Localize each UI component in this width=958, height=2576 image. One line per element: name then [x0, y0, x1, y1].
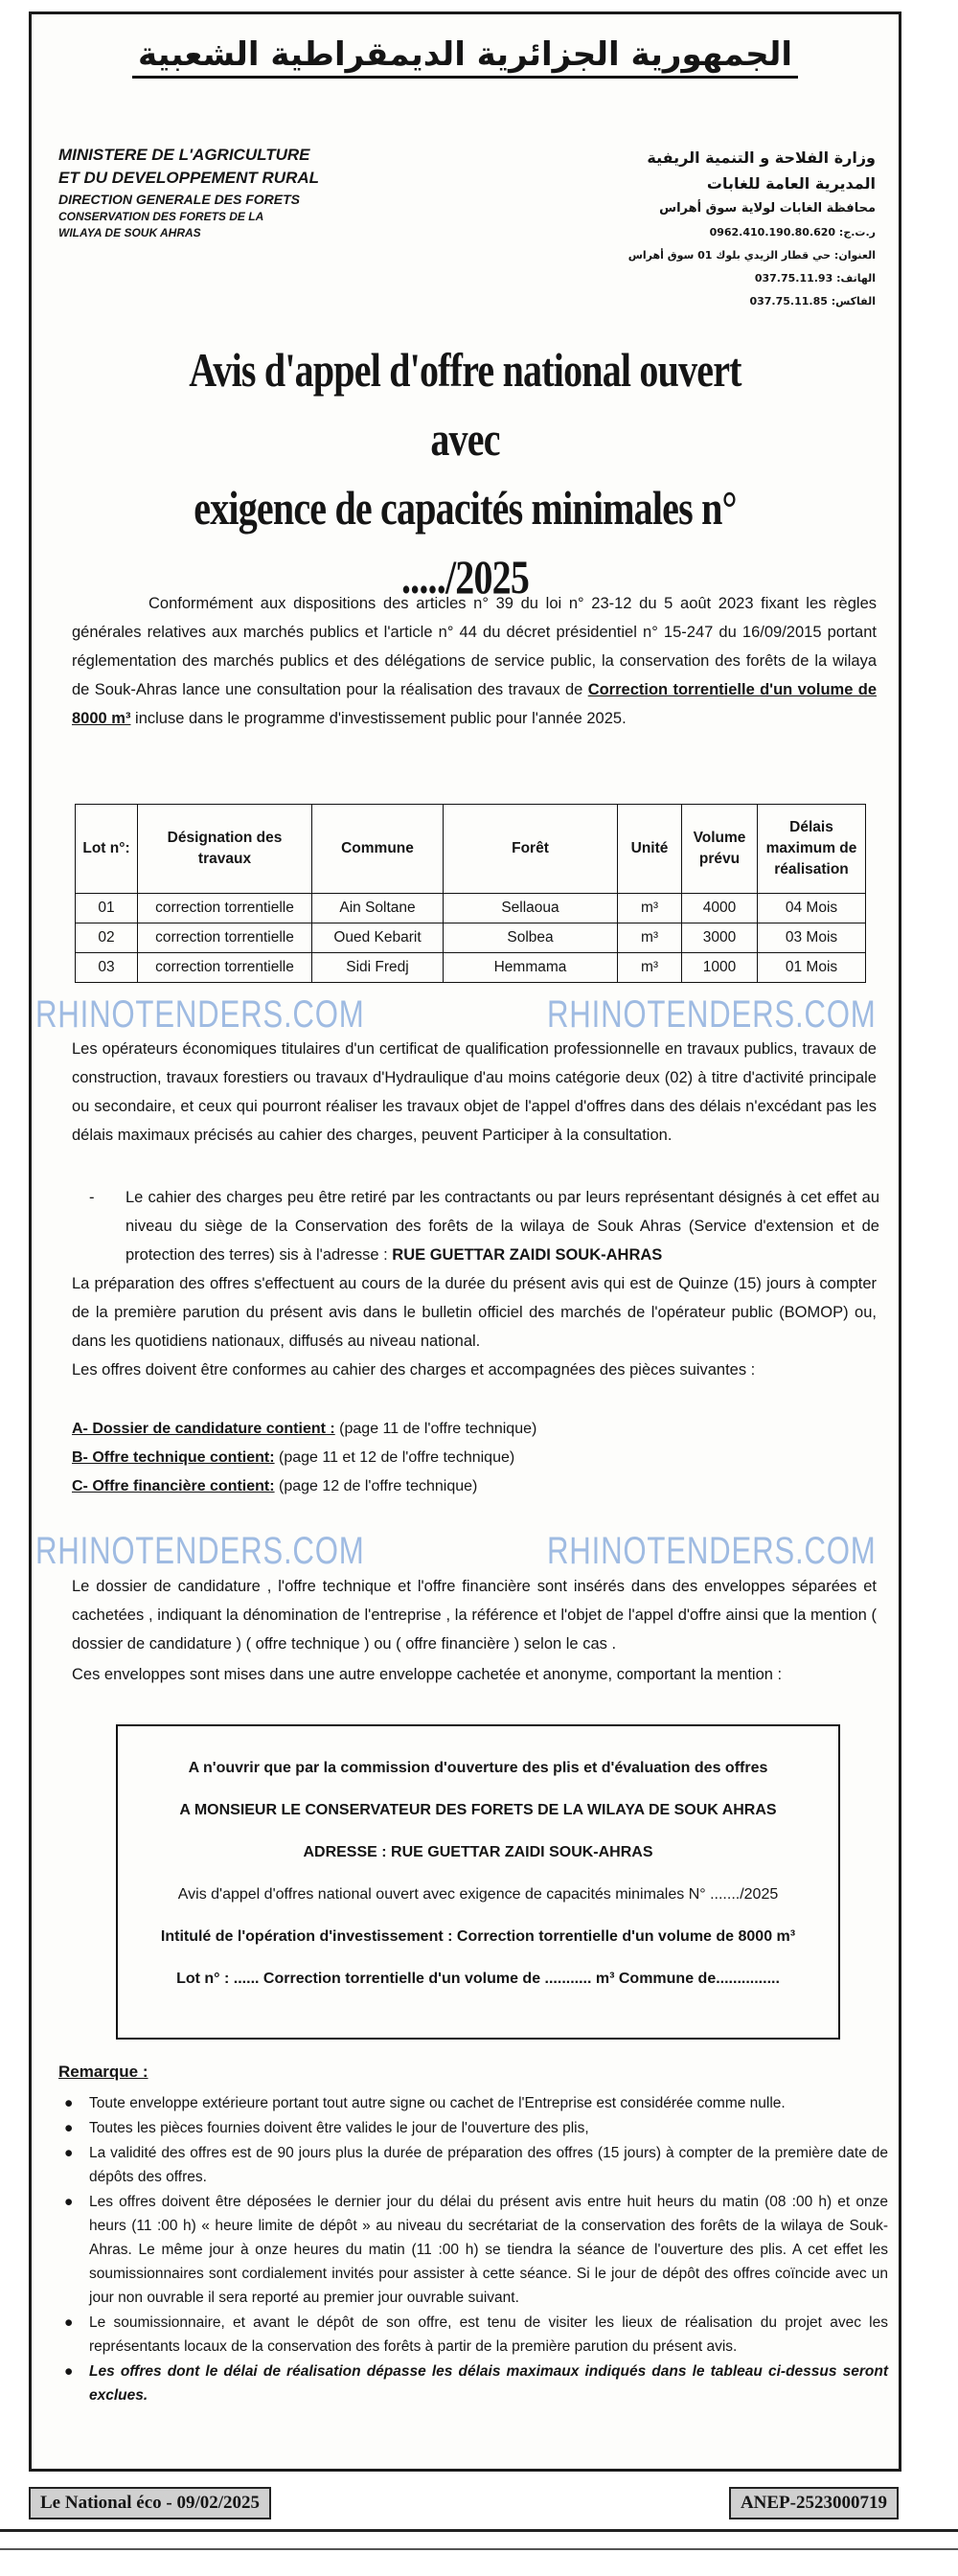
bullet-icon: ●: [64, 2120, 74, 2136]
table-header-row: [76, 805, 866, 894]
remarks-title: Remarque :: [58, 2063, 148, 2081]
col-volume: Volume prévu: [682, 805, 758, 894]
lots-table: [75, 804, 866, 983]
list-item: ● Le soumissionnaire, et avant le dépôt de son offre, est tenu de visiter les lieux de réalisation du projet avec les représentants locaux de la conservation des forêts à partir de la première parution du présent avis.: [58, 2311, 888, 2359]
fax-number: الفاكس: 037.75.11.85: [749, 295, 876, 308]
ministry-line: ET DU DEVELOPPEMENT RURAL: [58, 169, 320, 187]
cell-commune: Oued Kebarit: [312, 923, 444, 953]
list-item: ● La validité des offres est de 90 jours plus la durée de préparation des offres (15 jours) à compter de la première date de dépôts des offres.: [58, 2141, 888, 2189]
list-item: ● Toute enveloppe extérieure portant tout autre signe ou cachet de l'Entreprise est considérée comme nulle.: [58, 2091, 888, 2115]
tender-notice-page: [29, 11, 901, 2472]
cell-commune: Sidi Fredj: [312, 953, 444, 983]
direction-line: DIRECTION GENERALE DES FORETS: [58, 192, 301, 207]
table-row: [76, 894, 866, 923]
watermark: RHINOTENDERS.COM: [35, 993, 365, 1036]
cell-delais: 01 Mois: [758, 953, 866, 983]
cell-unite: m³: [618, 894, 682, 923]
document-item: C- Offre financière contient: (page 12 de l'offre technique): [72, 1478, 478, 1494]
col-commune: Commune: [312, 805, 444, 894]
conservation-line: CONSERVATION DES FORETS DE LA: [58, 210, 264, 223]
document-item: B- Offre technique contient: (page 11 et 12 de l'offre technique): [72, 1449, 515, 1466]
col-designation: Désignation des travaux: [138, 805, 312, 894]
list-item: ● Toutes les pièces fournies doivent être valides le jour de l'ouverture des plis,: [58, 2116, 888, 2140]
republic-heading: الجمهورية الجزائرية الديمقراطية الشعبية: [32, 35, 899, 74]
conservation-ar: محافظة الغابات لولاية سوق أهراس: [659, 201, 876, 216]
ministry-header-ar: [559, 145, 876, 313]
envelope-paragraph: Le dossier de candidature , l'offre technique et l'offre financière sont insérés dans des enveloppes séparées et cachetées , indiquant la dénomination de l'entreprise , la référence et l'objet de l'appel d'offre ainsi que la mention ( dossier de candidature ) ( offre technique ) ou ( offre financière ) selon le cas .: [72, 1578, 877, 1653]
project-title: Correction torrentielle d'un volume de 8000 m³: [72, 681, 877, 727]
document-item: A- Dossier de candidature contient : (page 11 de l'offre technique): [72, 1421, 537, 1437]
table-row: [76, 953, 866, 983]
cell-unite: m³: [618, 953, 682, 983]
cell-volume: 4000: [682, 894, 758, 923]
ministry-line: MINISTERE DE L'AGRICULTURE: [58, 146, 310, 164]
col-foret: Forêt: [444, 805, 618, 894]
phone-number: الهاتف: 037.75.11.93: [754, 272, 876, 285]
title-line: Avis d'appel d'offre national ouvert avec: [189, 343, 741, 466]
operators-paragraph: Les opérateurs économiques titulaires d'un certificat de qualification professionnelle en travaux publics, travaux de construction, travaux forestiers ou travaux d'Hydraulique d'au moins catégorie deux (02) à titre d'activité principale ou secondaire, et ceux qui pourront réaliser les travaux objet de l'appel d'offres dans des délais n'excédant pas les délais maximaux précisés au cahier des charges, peuvent Participer à la consultation.: [72, 1040, 877, 1144]
envelope-line: A MONSIEUR LE CONSERVATEUR DES FORETS DE LA WILAYA DE SOUK AHRAS: [179, 1802, 777, 1818]
cell-lot: 01: [76, 894, 138, 923]
title-line: exigence de capacités minimales n° ...../2025: [194, 481, 737, 604]
cell-designation: correction torrentielle: [138, 894, 312, 923]
bottom-divider: [0, 2548, 958, 2550]
cahier-bullet: - Le cahier des charges peu être retiré par les contractants ou par leurs représentant désignés à cet effet au niveau du siège de la Conservation des forêts de la wilaya de Souk Ahras (Service d'extension et de protection des terres) sis à l'adresse : RUE GUETTAR ZAIDI SOUK-AHRAS: [89, 1183, 879, 1269]
bullet-icon: ●: [64, 2314, 74, 2331]
cell-commune: Ain Soltane: [312, 894, 444, 923]
bullet-icon: ●: [64, 2363, 74, 2380]
notice-title: [165, 335, 766, 611]
document-list: [72, 1415, 742, 1501]
col-unite: Unité: [618, 805, 682, 894]
envelope-line: Intitulé de l'opération d'investissement : Correction torrentielle d'un volume de 8000 m³: [160, 1928, 796, 1945]
cell-designation: correction torrentielle: [138, 923, 312, 953]
cell-volume: 1000: [682, 953, 758, 983]
watermark: RHINOTENDERS.COM: [547, 1530, 877, 1572]
dash-bullet: -: [89, 1189, 95, 1206]
cahier-address: RUE GUETTAR ZAIDI SOUK-AHRAS: [392, 1246, 663, 1264]
bullet-icon: ●: [64, 2194, 74, 2210]
envelope-line: Lot n° : ...... Correction torrentielle d'un volume de ........... m³ Commune de...............: [176, 1971, 780, 1987]
envelope-line: A n'ouvrir que par la commission d'ouverture des plis et d'évaluation des offres: [188, 1760, 768, 1776]
cell-designation: correction torrentielle: [138, 953, 312, 983]
anonymous-envelope-paragraph: Ces enveloppes sont mises dans une autre enveloppe cachetée et anonyme, comportant la mention :: [72, 1666, 783, 1683]
newspaper-footer: Le National éco - 09/02/2025: [29, 2487, 271, 2519]
cell-volume: 3000: [682, 923, 758, 953]
list-item: ● Les offres doivent être déposées le dernier jour du délai du présent avis entre huit heurs du matin (08 :00 h) et onze heurs (11 :00 h) « heure limite de dépôt » au niveau du secrétariat de la conservation des forêts de la wilaya de Souk-Ahras. Le même jour à onze heures du matin (11 :00 h) se tiendra la séance de l'ouverture des plis. A cet effet les soumissionnaires sont cordialement invités pour assister à cette séance. Si le jour de dépôt des offres coïncide avec un jour non ouvrable il sera reporté au premier jour ouvrable suivant.: [58, 2190, 888, 2310]
watermark: RHINOTENDERS.COM: [547, 993, 877, 1036]
envelope-line: ADRESSE : RUE GUETTAR ZAIDI SOUK-AHRAS: [303, 1844, 653, 1860]
col-delais: Délais maximum de réalisation: [758, 805, 866, 894]
remarks-list: [58, 2091, 888, 2408]
ministry-ar: وزارة الفلاحة و التنمية الريفية: [647, 148, 876, 167]
cell-delais: 04 Mois: [758, 894, 866, 923]
cell-lot: 03: [76, 953, 138, 983]
cell-lot: 02: [76, 923, 138, 953]
bottom-divider: [0, 2529, 958, 2532]
cell-foret: Solbea: [444, 923, 618, 953]
preparation-paragraph: La préparation des offres s'effectuent au cours de la durée du présent avis qui est de Quinze (15) jours à compter de la première parution du présent avis dans le bulletin officiel des marchés de l'opérateur public (BOMOP) ou, dans les quotidiens nationaux, diffusés au niveau national.: [72, 1275, 877, 1350]
intro-paragraph: Conformément aux dispositions des articles n° 39 du loi n° 23-12 du 5 août 2023 fixant les règles générales relatives aux marchés publics et l'article n° 44 du décret présidentiel n° 15-247 du 16/09/2015 portant réglementation des marchés publics et des délégations de service public, la conservation des forêts de la wilaya de Souk-Ahras lance une consultation pour la réalisation des travaux de Correction torrentielle d'un volume de 8000 m³ incluse dans le programme d'investissement public pour l'année 2025.: [72, 595, 877, 727]
ministry-header-fr: [58, 144, 403, 241]
address-ar: العنوان: حي قطار الزيدي بلوك 01 سوق أهراس: [627, 249, 876, 262]
cell-foret: Sellaoua: [444, 894, 618, 923]
watermark: RHINOTENDERS.COM: [35, 1530, 365, 1572]
list-item: ● Les offres dont le délai de réalisation dépasse les délais maximaux indiqués dans le tableau ci-dessus seront exclues.: [58, 2359, 888, 2407]
rc-number: ر.ت.ج: 0962.410.190.80.620: [709, 226, 876, 239]
col-lot: Lot n°:: [76, 805, 138, 894]
bullet-icon: ●: [64, 2095, 74, 2111]
bullet-icon: ●: [64, 2145, 74, 2161]
cell-foret: Hemmama: [444, 953, 618, 983]
direction-ar: المديرية العامة للغابات: [706, 174, 876, 193]
envelope-mention-box: [116, 1724, 840, 2040]
table-row: [76, 923, 866, 953]
cell-delais: 03 Mois: [758, 923, 866, 953]
conformity-paragraph: Les offres doivent être conformes au cahier des charges et accompagnées des pièces suivantes :: [72, 1361, 756, 1379]
cell-unite: m³: [618, 923, 682, 953]
conservation-line: WILAYA DE SOUK AHRAS: [58, 226, 201, 239]
anep-reference: ANEP-2523000719: [729, 2487, 899, 2519]
envelope-line: Avis d'appel d'offres national ouvert avec exigence de capacités minimales N° ......./2025: [177, 1886, 779, 1903]
